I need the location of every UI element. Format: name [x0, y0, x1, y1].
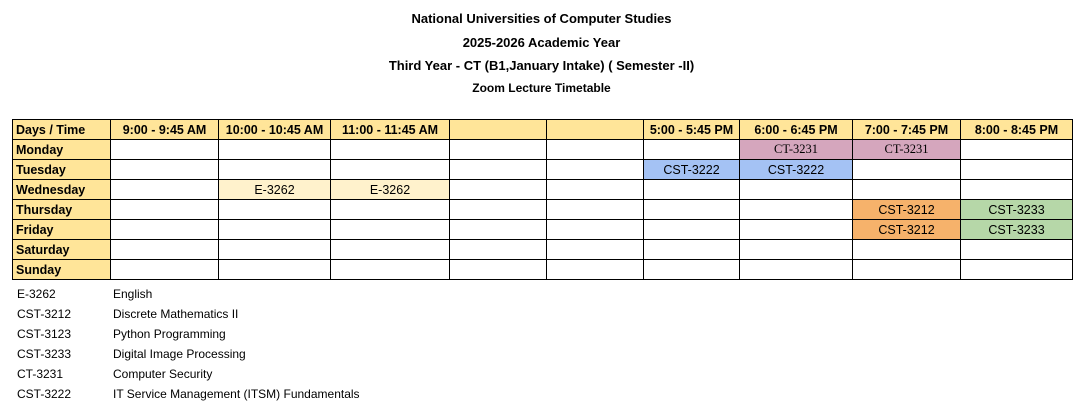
empty-cell — [219, 200, 331, 220]
empty-cell — [547, 140, 644, 160]
empty-cell — [740, 220, 853, 240]
empty-cell — [111, 200, 219, 220]
empty-cell — [547, 240, 644, 260]
time-slot-header: 9:00 - 9:45 AM — [111, 120, 219, 140]
empty-cell — [644, 240, 740, 260]
timetable-title: Zoom Lecture Timetable — [472, 81, 611, 95]
day-label: Tuesday — [13, 160, 111, 180]
time-slot-header: 11:00 - 11:45 AM — [331, 120, 450, 140]
class-cell: E-3262 — [219, 180, 331, 200]
day-row — [13, 200, 1073, 220]
day-label: Friday — [13, 220, 111, 240]
course-name: Discrete Mathematics II — [113, 307, 239, 321]
empty-cell — [331, 160, 450, 180]
empty-cell — [740, 260, 853, 280]
class-cell: CST-3233 — [961, 200, 1073, 220]
empty-cell — [961, 260, 1073, 280]
academic-year: 2025-2026 Academic Year — [462, 35, 621, 50]
legend-item — [17, 324, 360, 344]
class-cell: CT-3231 — [853, 140, 961, 160]
empty-cell — [219, 220, 331, 240]
class-cell: CST-3233 — [961, 220, 1073, 240]
course-name: IT Service Management (ITSM) Fundamentals — [113, 387, 360, 401]
time-slot-header: 10:00 - 10:45 AM — [219, 120, 331, 140]
empty-cell — [961, 140, 1073, 160]
day-row — [13, 140, 1073, 160]
class-cell: CST-3222 — [644, 160, 740, 180]
empty-cell — [219, 260, 331, 280]
time-slot-header: 8:00 - 8:45 PM — [961, 120, 1073, 140]
day-label: Saturday — [13, 240, 111, 260]
time-slot-header — [450, 120, 547, 140]
empty-cell — [111, 260, 219, 280]
empty-cell — [853, 160, 961, 180]
time-slot-header: 5:00 - 5:45 PM — [644, 120, 740, 140]
empty-cell — [547, 260, 644, 280]
course-code: CST-3222 — [17, 387, 72, 401]
empty-cell — [450, 260, 547, 280]
day-label: Sunday — [13, 260, 111, 280]
empty-cell — [450, 220, 547, 240]
timetable — [12, 119, 1073, 280]
empty-cell — [853, 240, 961, 260]
time-slot-header — [547, 120, 644, 140]
day-row — [13, 260, 1073, 280]
class-cell: CST-3212 — [853, 200, 961, 220]
empty-cell — [644, 200, 740, 220]
empty-cell — [331, 200, 450, 220]
legend-item — [17, 364, 360, 384]
empty-cell — [740, 240, 853, 260]
day-row — [13, 220, 1073, 240]
course-code: CST-3212 — [17, 307, 72, 321]
empty-cell — [740, 180, 853, 200]
course-name: Computer Security — [113, 367, 213, 381]
corner-label: Days / Time — [13, 120, 111, 140]
empty-cell — [961, 160, 1073, 180]
empty-cell — [547, 200, 644, 220]
time-header-row — [13, 120, 1073, 140]
course-code: CT-3231 — [17, 367, 64, 381]
empty-cell — [853, 180, 961, 200]
empty-cell — [111, 180, 219, 200]
course-name: Python Programming — [113, 327, 226, 341]
legend-item — [17, 384, 360, 404]
legend-item — [17, 284, 360, 304]
empty-cell — [331, 240, 450, 260]
empty-cell — [450, 180, 547, 200]
time-slot-header: 6:00 - 6:45 PM — [740, 120, 853, 140]
empty-cell — [853, 260, 961, 280]
empty-cell — [740, 200, 853, 220]
legend-item — [17, 304, 360, 324]
empty-cell — [644, 260, 740, 280]
empty-cell — [111, 140, 219, 160]
university-title: National Universities of Computer Studies — [411, 11, 672, 26]
empty-cell — [547, 160, 644, 180]
empty-cell — [450, 160, 547, 180]
empty-cell — [644, 220, 740, 240]
day-label: Wednesday — [13, 180, 111, 200]
legend-item — [17, 344, 360, 364]
class-cell: E-3262 — [331, 180, 450, 200]
course-code: E-3262 — [17, 287, 56, 301]
program-title: Third Year - CT (B1,January Intake) ( Semester -II) — [388, 58, 695, 73]
empty-cell — [961, 240, 1073, 260]
empty-cell — [961, 180, 1073, 200]
empty-cell — [644, 140, 740, 160]
day-label: Thursday — [13, 200, 111, 220]
empty-cell — [547, 220, 644, 240]
empty-cell — [450, 140, 547, 160]
course-name: Digital Image Processing — [113, 347, 246, 361]
empty-cell — [547, 180, 644, 200]
empty-cell — [450, 200, 547, 220]
empty-cell — [111, 220, 219, 240]
course-name: English — [113, 287, 153, 301]
empty-cell — [219, 240, 331, 260]
empty-cell — [331, 260, 450, 280]
course-code: CST-3233 — [17, 347, 72, 361]
empty-cell — [644, 180, 740, 200]
class-cell: CST-3212 — [853, 220, 961, 240]
class-cell: CST-3222 — [740, 160, 853, 180]
course-legend — [17, 284, 360, 404]
empty-cell — [111, 240, 219, 260]
empty-cell — [331, 220, 450, 240]
time-slot-header: 7:00 - 7:45 PM — [853, 120, 961, 140]
empty-cell — [111, 160, 219, 180]
empty-cell — [331, 140, 450, 160]
empty-cell — [219, 160, 331, 180]
course-code: CST-3123 — [17, 327, 72, 341]
class-cell: CT-3231 — [740, 140, 853, 160]
day-row — [13, 160, 1073, 180]
day-row — [13, 180, 1073, 200]
day-row — [13, 240, 1073, 260]
empty-cell — [219, 140, 331, 160]
empty-cell — [450, 240, 547, 260]
day-label: Monday — [13, 140, 111, 160]
